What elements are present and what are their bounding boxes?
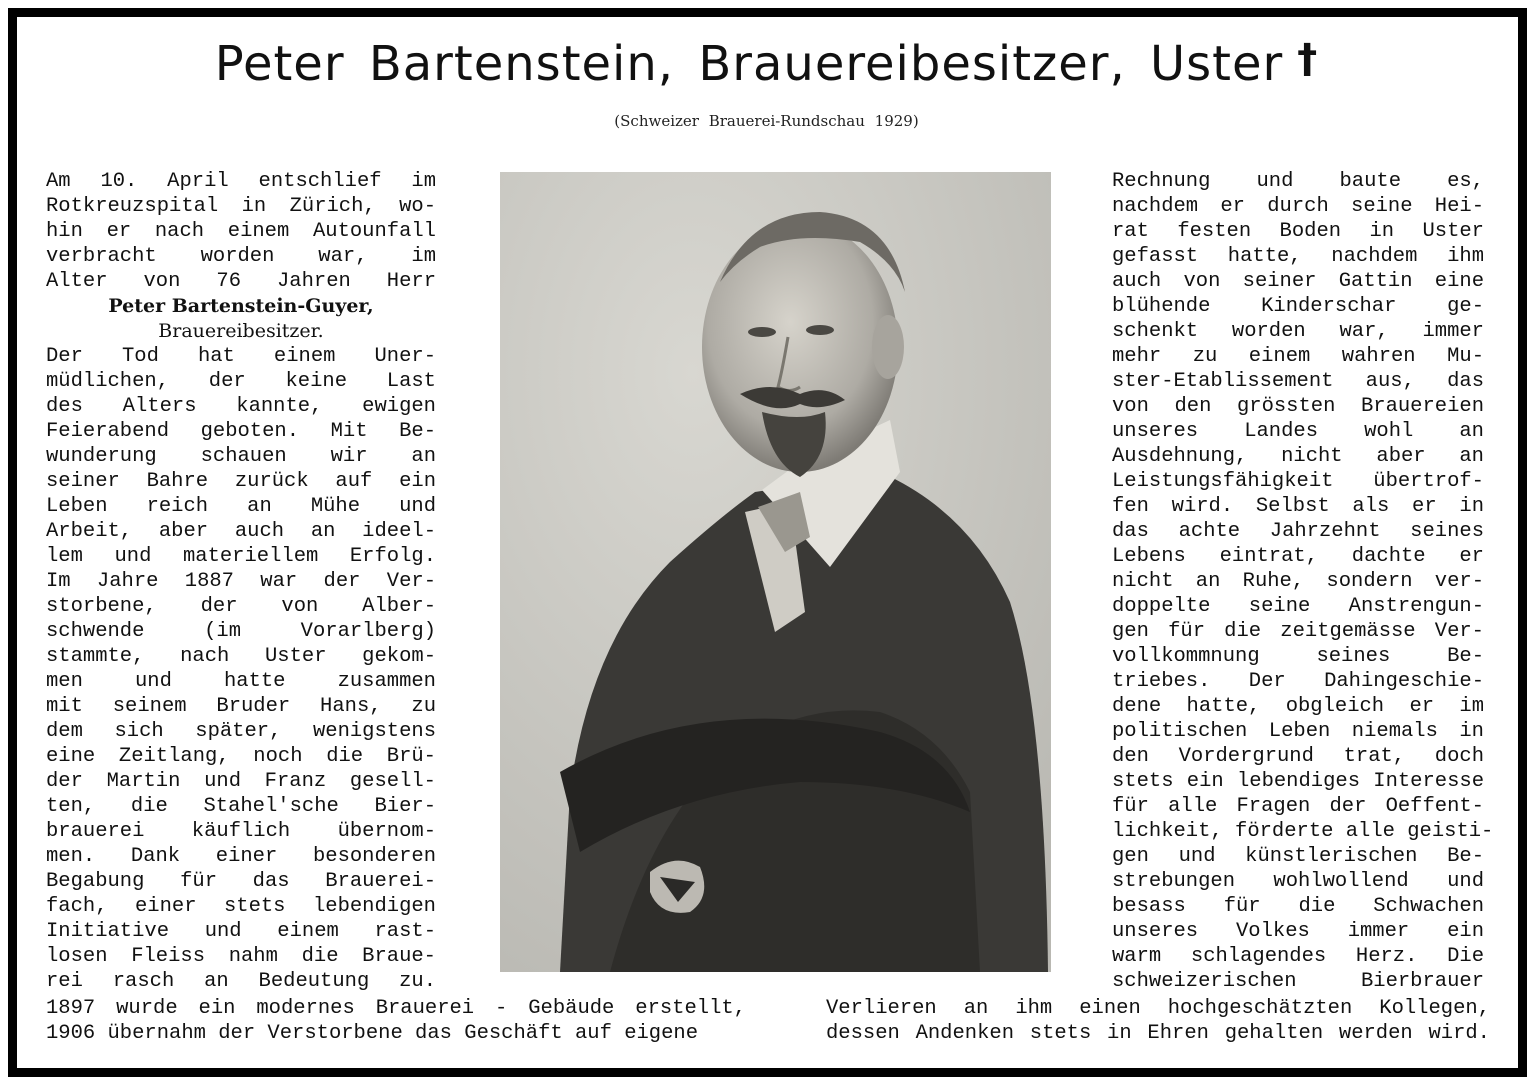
text-line: auch von seiner Gattin eine [1112,270,1484,293]
text-line: mehr zu einem wahren Mu- [1112,345,1484,368]
bottom-right-text [826,996,1490,1046]
text-line: mit seinem Bruder Hans, zu [46,695,436,718]
text-line: unseres Volkes immer ein [1112,920,1484,943]
text-line: von den grössten Brauereien [1112,395,1484,418]
text-line: vollkommnung seines Be- [1112,645,1484,668]
text-line: Ausdehnung, nicht aber an [1112,445,1484,468]
text-line: schwende (im Vorarlberg) [46,620,436,643]
deceased-occupation: Brauereibesitzer. [158,320,324,342]
text-line: schenkt worden war, immer [1112,320,1484,343]
title-text: Peter Bartenstein, Brauereibesitzer, Uster [214,36,1284,92]
text-line: Der Tod hat einem Uner- [46,345,436,368]
text-line: dene hatte, obgleich er im [1112,695,1484,718]
text-line: des Alters kannte, ewigen [46,395,436,418]
text-line: lichkeit, förderte alle geisti- [1112,820,1494,843]
text-line: verbracht worden war, im [46,245,436,268]
text-line: Begabung für das Brauerei- [46,870,436,893]
text-line: nicht an Ruhe, sondern ver- [1112,570,1484,593]
text-line: Am 10. April entschlief im [46,170,436,193]
text-line: men. Dank einer besonderen [46,845,436,868]
text-line: storbene, der von Alber- [46,595,436,618]
text-line: für alle Fragen der Oeffent- [1112,795,1484,818]
text-line: den Vordergrund trat, doch [1112,745,1484,768]
cross-icon: † [1297,36,1319,82]
text-line: eine Zeitlang, noch die Brü- [46,745,436,768]
text-line: 1897 wurde ein modernes Brauerei - Gebäude erstellt, [46,997,746,1020]
text-line: blühende Kinderschar ge- [1112,295,1484,318]
text-line: ster-Etablissement aus, das [1112,370,1484,393]
text-line: gefasst hatte, nachdem ihm [1112,245,1484,268]
text-line: doppelte seine Anstrengun- [1112,595,1484,618]
text-line: besass für die Schwachen [1112,895,1484,918]
portrait-photo [500,172,1051,972]
page-title [0,36,1533,92]
text-line: Feierabend geboten. Mit Be- [46,420,436,443]
text-line: Lebens eintrat, dachte er [1112,545,1484,568]
text-line: brauerei käuflich übernom- [46,820,436,843]
text-line: unseres Landes wohl an [1112,420,1484,443]
text-line: seiner Bahre zurück auf ein [46,470,436,493]
text-line: gen und künstlerischen Be- [1112,845,1484,868]
text-line: wunderung schauen wir an [46,445,436,468]
text-line: Rotkreuzspital in Zürich, wo- [46,195,436,218]
text-line: Leben reich an Mühe und [46,495,436,518]
text-line: schweizerischen Bierbrauer [1112,970,1484,993]
text-line: der Martin und Franz gesell- [46,770,436,793]
text-line: stets ein lebendiges Interesse [1112,770,1484,793]
text-line: 1906 übernahm der Verstorbene das Geschäft auf eigene [46,1022,699,1045]
text-line: ten, die Stahel'sche Bier- [46,795,436,818]
source-citation: (Schweizer Brauerei-Rundschau 1929) [614,112,919,130]
text-line: Verlieren an ihm einen hochgeschätzten Kollegen, [826,997,1490,1020]
text-line: politischen Leben niemals in [1112,720,1484,743]
text-line: Rechnung und baute es, [1112,170,1484,193]
text-line: losen Fleiss nahm die Braue- [46,945,436,968]
text-line: rei rasch an Bedeutung zu. [46,970,436,993]
text-line: nachdem er durch seine Hei- [1112,195,1484,218]
text-line: Arbeit, aber auch an ideel- [46,520,436,543]
text-line: men und hatte zusammen [46,670,436,693]
text-line: rat festen Boden in Uster [1112,220,1484,243]
text-line: hin er nach einem Autounfall [46,220,436,243]
text-line: Alter von 76 Jahren Herr [46,270,436,293]
text-line: müdlichen, der keine Last [46,370,436,393]
text-line: strebungen wohlwollend und [1112,870,1484,893]
text-line: Im Jahre 1887 war der Ver- [46,570,436,593]
left-column [46,169,436,994]
text-line: Leistungsfähigkeit übertrof- [1112,470,1484,493]
deceased-name: Peter Bartenstein-Guyer, [108,295,374,317]
text-line: lem und materiellem Erfolg. [46,545,436,568]
text-line: stammte, nach Uster gekom- [46,645,436,668]
text-line: fach, einer stets lebendigen [46,895,436,918]
text-line: dessen Andenken stets in Ehren gehalten werden wird. [826,1022,1490,1045]
text-line: triebes. Der Dahingeschie- [1112,670,1484,693]
text-line: fen wird. Selbst als er in [1112,495,1484,518]
text-line: Initiative und einem rast- [46,920,436,943]
text-line: warm schlagendes Herz. Die [1112,945,1484,968]
text-line: dem sich später, wenigstens [46,720,436,743]
portrait-icon [500,172,1051,972]
text-line: gen für die zeitgemässe Ver- [1112,620,1484,643]
bottom-left-text [46,996,746,1046]
right-column [1112,169,1494,994]
text-line: das achte Jahrzehnt seines [1112,520,1484,543]
